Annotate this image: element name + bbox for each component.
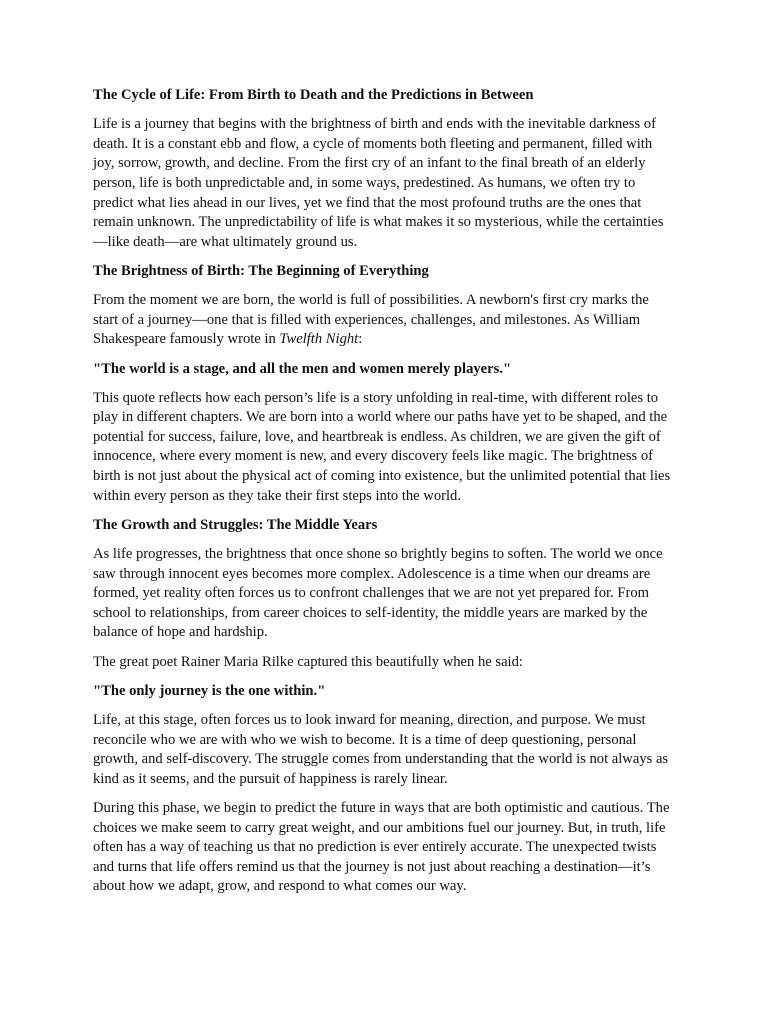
- document-title: The Cycle of Life: From Birth to Death and the Predictions in Between: [93, 87, 534, 103]
- middle-paragraph-4: During this phase, we begin to predict the future in ways that are both optimistic and cautious. The choices we make seem to carry great weight, and our ambitions fuel our journey. But, in truth, life often has a way of teaching us that no prediction is ever entirely accurate. The unexpected twists and turns that life offers remind us that the journey is not just about reaching a destination—it’s about how we adapt, grow, and respond to what comes our way.: [93, 799, 670, 895]
- section-heading-middle-years: The Growth and Struggles: The Middle Years: [93, 516, 378, 533]
- middle-paragraph-3: Life, at this stage, often forces us to look inward for meaning, direction, and purpose. We must reconcile who we are with who we wish to become. It is a time of deep questioning, personal growth, and self-discovery. The struggle comes from understanding that the world is not always as kind as it seems, and the pursuit of happiness is rarely linear.: [93, 711, 669, 787]
- middle-paragraph-2: The great poet Rainer Maria Rilke captured this beautifully when he said:: [93, 653, 523, 670]
- rilke-quote: "The only journey is the one within.": [93, 682, 326, 699]
- birth-paragraph-2: This quote reflects how each person’s life is a story unfolding in real-time, with different roles to play in different chapters. We are born into a world where our paths have yet to be shaped, and the potential for success, failure, love, and heartbreak is endless. As children, we are given the gift of innocence, where every moment is new, and every discovery feels like magic. The brightness of birth is not just about the physical act of coming into existence, but the unlimited potential that lies within every person as they take their first steps into the world.: [93, 389, 671, 504]
- birth-paragraph-1-text: From the moment we are born, the world is full of possibilities. A newborn's first cry marks the start of a journey—one that is filled with experiences, challenges, and milestones. As William Shakespeare famously wrote in: [93, 292, 649, 348]
- play-title: Twelfth Night: [279, 331, 359, 348]
- section-heading-birth: The Brightness of Birth: The Beginning of Everything: [93, 262, 429, 279]
- shakespeare-quote: "The world is a stage, and all the men and women merely players.": [93, 360, 512, 377]
- intro-paragraph: Life is a journey that begins with the brightness of birth and ends with the inevitable darkness of death. It is a constant ebb and flow, a cycle of moments both fleeting and permanent, filled with joy, sorrow, growth, and decline. From the first cry of an infant to the final breath of an elderly person, life is both unpredictable and, in some ways, predestined. As humans, we often try to predict what lies ahead in our lives, yet we find that the most profound truths are the ones that remain unknown. The unpredictability of life is what makes it so mysterious, while the certainties—like death—are what ultimately ground us.: [93, 116, 664, 250]
- birth-paragraph-1-end: :: [358, 331, 363, 348]
- birth-paragraph-1: [93, 291, 677, 350]
- middle-paragraph-1: As life progresses, the brightness that once shone so brightly begins to soften. The world we once saw through innocent eyes becomes more complex. Adolescence is a time when our dreams are formed, yet reality often forces us to confront challenges that we are not yet prepared for. From school to relationships, from career choices to self-identity, the middle years are marked by the balance of hope and hardship.: [93, 546, 663, 641]
- document-page: [93, 86, 677, 907]
